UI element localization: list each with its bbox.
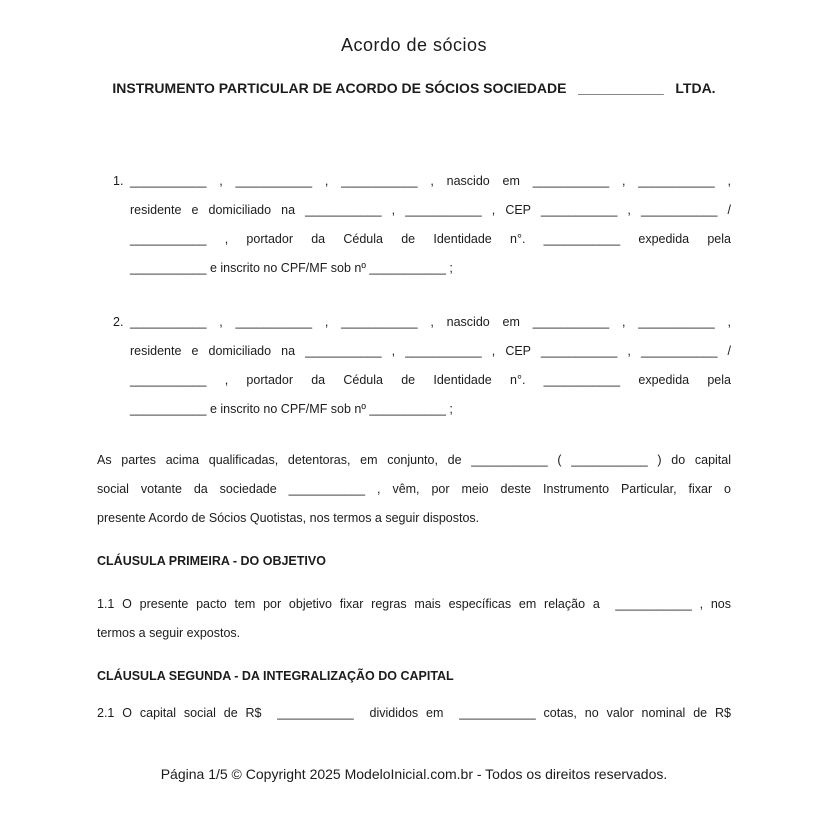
party-1-line-3: ___________ , portador da Cédula de Identidade n°. ___________ expedida pela xyxy=(130,232,731,246)
page-footer: Página 1/5 © Copyright 2025 ModeloInicial.com.br - Todos os direitos reservados. xyxy=(160,766,668,782)
clause-2-paragraph xyxy=(97,699,731,728)
clause-2-line-1: 2.1 O capital social de R$ ___________ divididos em ___________ cotas, no valor nominal de R$ xyxy=(97,706,731,720)
party-item-2 xyxy=(97,308,731,424)
main-heading: INSTRUMENTO PARTICULAR DE ACORDO DE SÓCIOS SOCIEDADE ___________ LTDA. xyxy=(112,80,716,96)
clause-1-line-1: 1.1 O presente pacto tem por objetivo fixar regras mais específicas em relação a ___________ , nos xyxy=(97,597,731,611)
clause-2-heading: CLÁUSULA SEGUNDA - DA INTEGRALIZAÇÃO DO CAPITAL xyxy=(97,669,454,683)
party-2-line-4: ___________ e inscrito no CPF/MF sob nº ___________ ; xyxy=(130,402,453,416)
party-2-line-1: ___________ , ___________ , ___________ , nascido em ___________ , ___________ , xyxy=(130,315,731,329)
party-2-number: 2. xyxy=(113,315,124,329)
intro-line-2: social votante da sociedade ___________ , vêm, por meio deste Instrumento Particular, fixar o xyxy=(97,482,731,496)
party-1-line-1: ___________ , ___________ , ___________ , nascido em ___________ , ___________ , xyxy=(130,174,731,188)
clause-1-heading: CLÁUSULA PRIMEIRA - DO OBJETIVO xyxy=(97,554,326,568)
party-2-text xyxy=(130,308,731,424)
party-1-line-2: residente e domiciliado na ___________ , ___________ , CEP ___________ , ___________ / xyxy=(130,203,731,217)
party-item-1 xyxy=(97,167,731,283)
party-2-line-3: ___________ , portador da Cédula de Identidade n°. ___________ expedida pela xyxy=(130,373,731,387)
intro-line-3: presente Acordo de Sócios Quotistas, nos termos a seguir dispostos. xyxy=(97,511,480,525)
party-1-line-4: ___________ e inscrito no CPF/MF sob nº ___________ ; xyxy=(130,261,453,275)
intro-paragraph xyxy=(97,446,731,533)
clause-1-line-2: termos a seguir expostos. xyxy=(97,626,241,640)
intro-line-1: As partes acima qualificadas, detentoras, em conjunto, de ___________ ( ___________ ) do capital xyxy=(97,453,731,467)
document-title: Acordo de sócios xyxy=(340,35,488,55)
party-1-text xyxy=(130,167,731,283)
party-2-line-2: residente e domiciliado na ___________ , ___________ , CEP ___________ , ___________ / xyxy=(130,344,731,358)
clause-1-paragraph xyxy=(97,590,731,648)
party-1-number: 1. xyxy=(113,174,124,188)
